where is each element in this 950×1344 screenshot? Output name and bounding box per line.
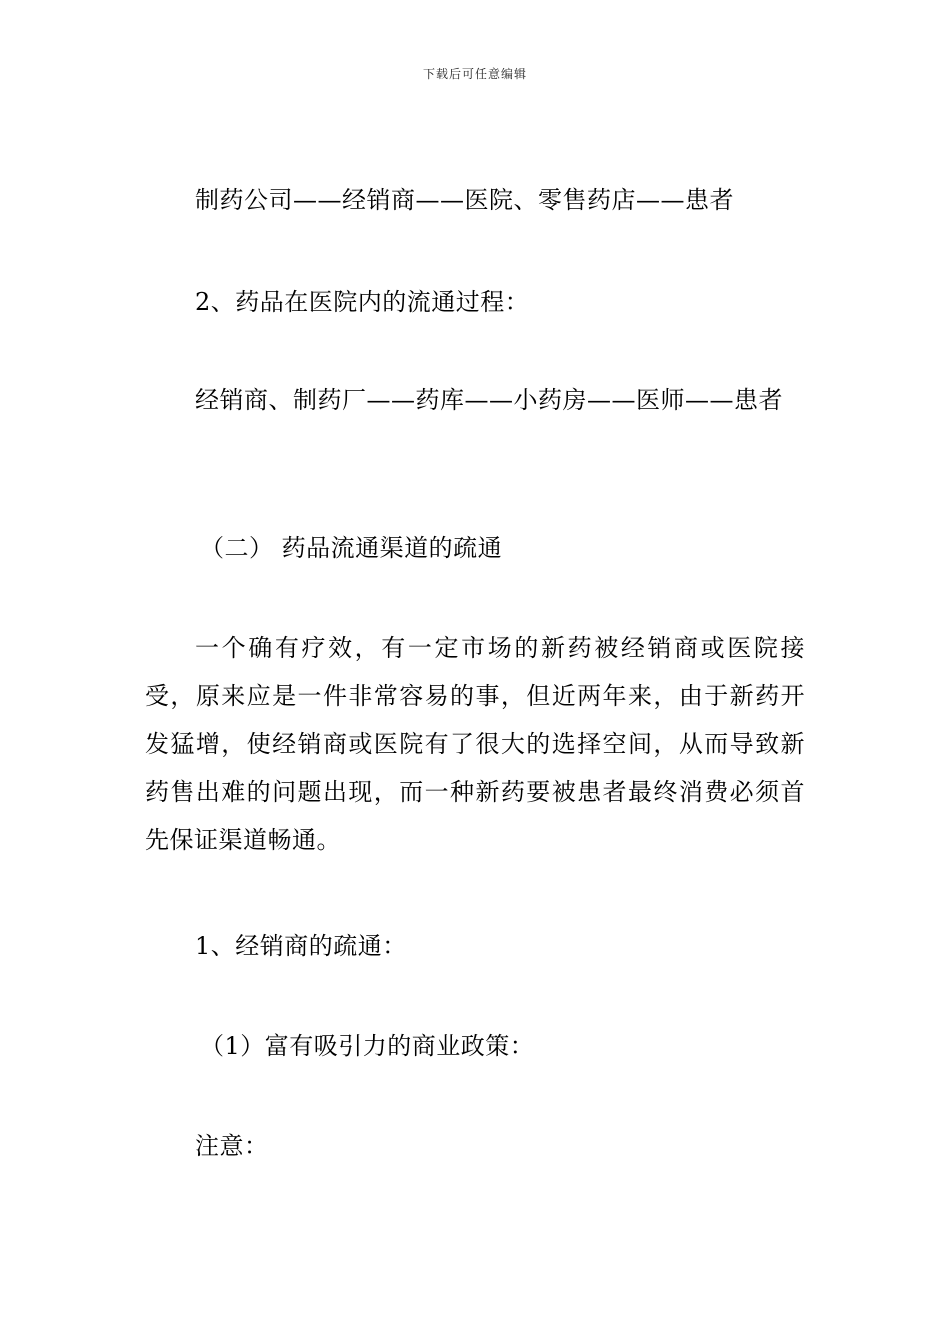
paragraph-flow-chain: 制药公司——经销商——医院、零售药店——患者 xyxy=(195,186,734,214)
header-note: 下载后可任意编辑 xyxy=(422,67,527,81)
section-heading-2: （二） 药品流通渠道的疏通 xyxy=(200,534,503,562)
paragraph-distributor-heading: 1、经销商的疏通： xyxy=(195,932,407,960)
paragraph-hospital-flow-heading: 2、药品在医院内的流通过程： xyxy=(195,288,530,316)
paragraph-body: 一个确有疗效，有一定市场的新药被经销商或医院接受，原来应是一件非常容易的事，但近两年来，由于新药开发猛增，使经销商或医院有了很大的选择空间，从而导致新药售出难的问题出现，而一种新药要被患者最终消费必须首先保证渠道畅通。 xyxy=(145,634,805,854)
paragraph-hospital-flow-chain: 经销商、制药厂——药库——小药房——医师——患者 xyxy=(195,386,783,414)
paragraph-note-label: 注意： xyxy=(195,1132,269,1160)
paragraph-policy-heading: （1）富有吸引力的商业政策： xyxy=(200,1032,535,1060)
